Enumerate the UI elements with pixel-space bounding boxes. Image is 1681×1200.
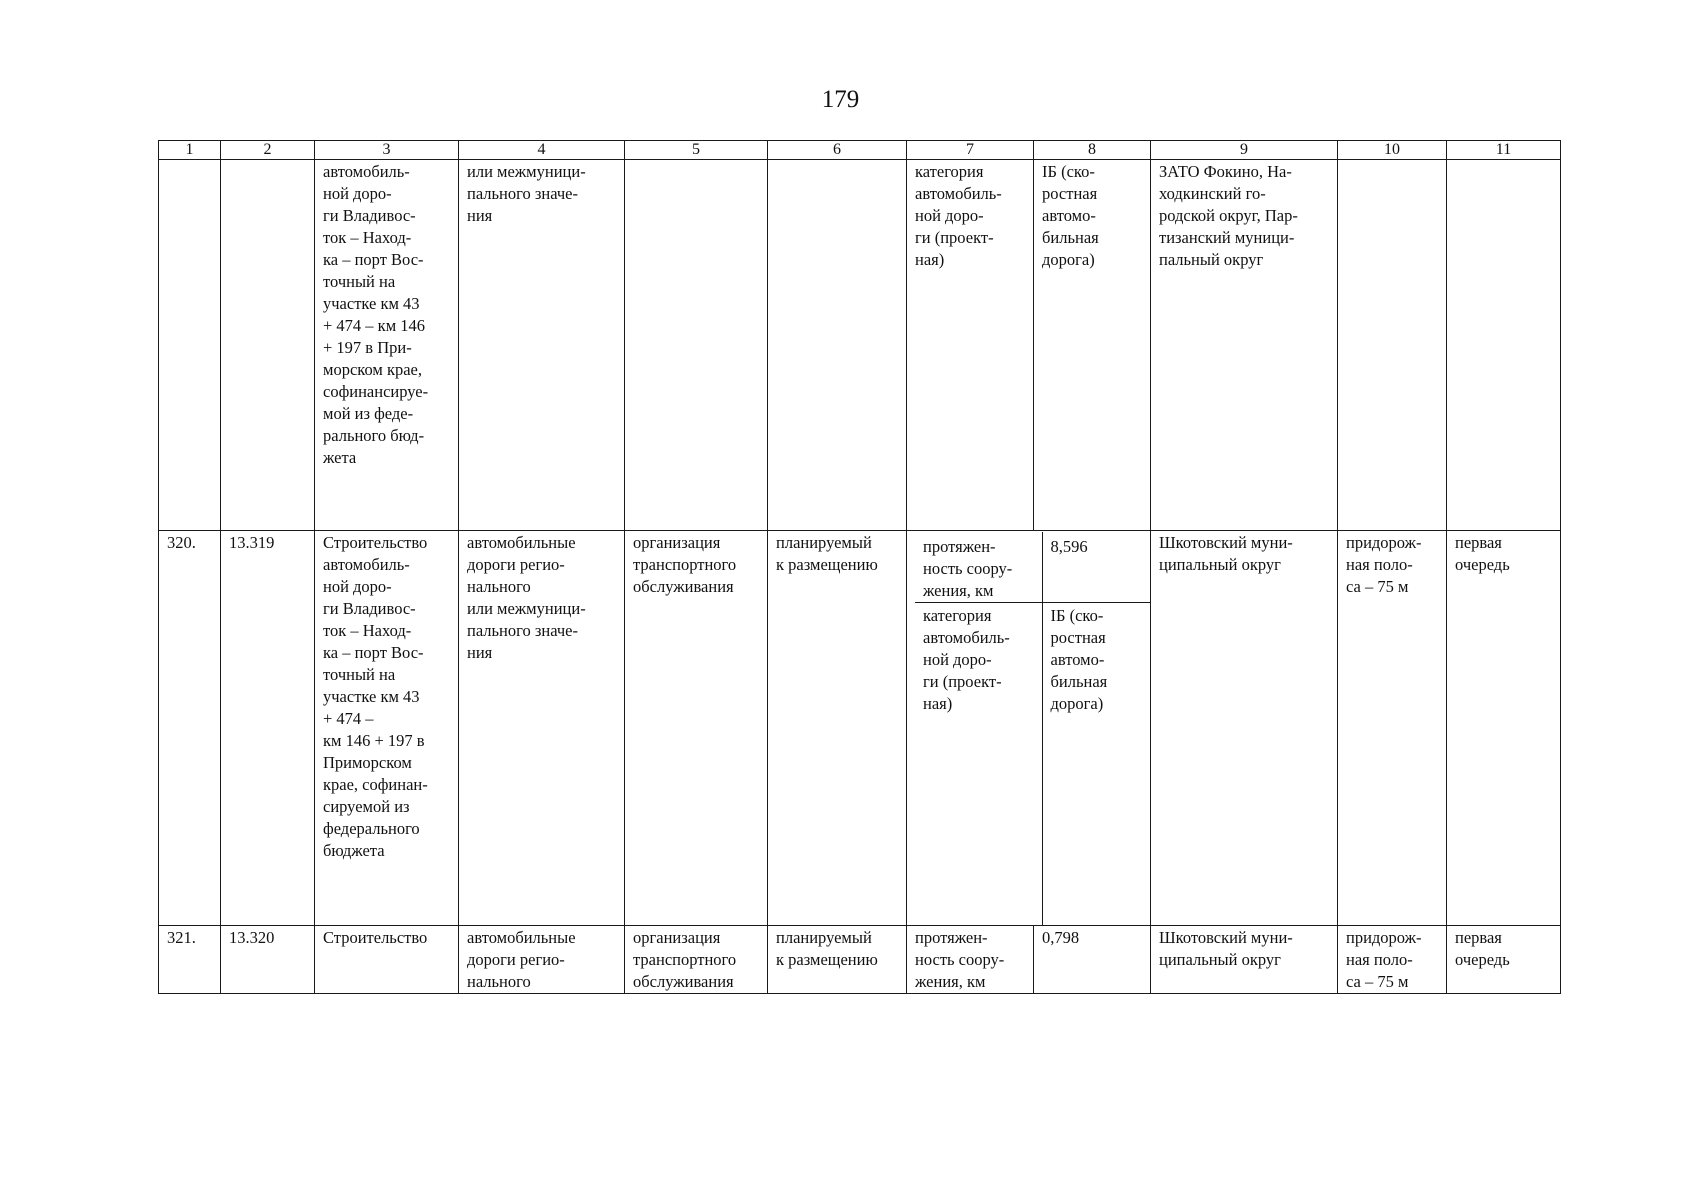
- cell-text-line: федерального: [323, 819, 420, 838]
- cell-object-name: [315, 531, 459, 926]
- cell-text-line: ная): [923, 694, 953, 713]
- cell-text-line: автомобиль-: [323, 555, 410, 574]
- cell-text-line: категория: [923, 606, 992, 625]
- page-number: 179: [821, 86, 860, 113]
- cell-text-line: ка – порт Вос-: [323, 250, 424, 269]
- cell-text-line: жения, км: [915, 972, 986, 991]
- cell-text-line: ность соору-: [915, 950, 1005, 969]
- column-number: 2: [221, 141, 315, 160]
- cell-text-line: нального: [467, 972, 531, 991]
- cell-location: [1151, 531, 1338, 926]
- cell-code: 13.320: [221, 926, 315, 994]
- cell-text-line: автомобиль-: [915, 184, 1002, 203]
- cell-characteristics-split: [907, 531, 1151, 926]
- cell-text-line: планируемый: [776, 533, 872, 552]
- cell-text-line: пального значе-: [467, 621, 578, 640]
- cell-text-line: точный на: [323, 272, 396, 291]
- cell-text-line: ципальный округ: [1159, 950, 1281, 969]
- cell-text-line: ги (проект-: [915, 228, 994, 247]
- cell-text-line: нального: [467, 577, 531, 596]
- cell-text-line: ной доро-: [923, 650, 992, 669]
- cell-text-line: дороги регио-: [467, 555, 565, 574]
- column-number: 7: [907, 141, 1034, 160]
- cell-object-name: [315, 160, 459, 531]
- cell-text-line: ток – Наход-: [323, 228, 412, 247]
- table-row-320: [159, 531, 1561, 926]
- cell-text-line: Строительство: [323, 533, 428, 552]
- cell-num: 320.: [159, 531, 221, 926]
- cell-code: 13.319: [221, 531, 315, 926]
- cell-text-line: ния: [467, 643, 493, 662]
- cell-text-line: Шкотовский муни-: [1159, 533, 1293, 552]
- cell-location: [1151, 160, 1338, 531]
- continuation-row: [159, 160, 1561, 531]
- cell-object-type: [459, 926, 625, 994]
- cell-text-line: к размещению: [776, 950, 878, 969]
- column-number: 8: [1034, 141, 1151, 160]
- column-number: 10: [1338, 141, 1447, 160]
- cell-text-line: категория: [915, 162, 984, 181]
- cell-text-line: км 146 + 197 в: [323, 731, 425, 750]
- cell-text-line: точный на: [323, 665, 396, 684]
- cell-text-line: сируемой из: [323, 797, 410, 816]
- cell-object-type: [459, 160, 625, 531]
- cell-text-line: протяжен-: [915, 928, 988, 947]
- cell-text-line: очередь: [1455, 555, 1510, 574]
- cell-text-line: жения, км: [923, 581, 994, 600]
- cell-purpose: [625, 160, 768, 531]
- cell-zone: [1338, 531, 1447, 926]
- cell-text-line: бюджета: [323, 841, 385, 860]
- cell-text-line: + 197 в При-: [323, 338, 412, 357]
- cell-status: [768, 531, 907, 926]
- column-number: 4: [459, 141, 625, 160]
- cell-text-line: са – 75 м: [1346, 972, 1409, 991]
- cell-characteristic: [915, 603, 1042, 926]
- cell-text-line: ростная: [1042, 184, 1098, 203]
- cell-characteristic: [915, 532, 1042, 603]
- cell-characteristic: [907, 160, 1034, 531]
- cell-text-line: ной доро-: [323, 184, 392, 203]
- cell-text-line: обслуживания: [633, 577, 734, 596]
- register-table: [158, 140, 1561, 994]
- cell-text-line: дорога): [1042, 250, 1095, 269]
- cell-text-line: придорож-: [1346, 928, 1422, 947]
- cell-text-line: участке км 43: [323, 687, 420, 706]
- cell-text-line: тизанский муници-: [1159, 228, 1295, 247]
- cell-priority: [1447, 160, 1561, 531]
- cell-text-line: ной доро-: [915, 206, 984, 225]
- cell-text-line: ток – Наход-: [323, 621, 412, 640]
- cell-text-line: дорога): [1050, 694, 1104, 713]
- table-row-321: [159, 926, 1561, 994]
- cell-location: [1151, 926, 1338, 994]
- column-number-row: [159, 141, 1561, 160]
- cell-text-line: IБ (ско-: [1050, 606, 1104, 625]
- cell-text-line: ги (проект-: [923, 672, 1002, 691]
- cell-text-line: планируемый: [776, 928, 872, 947]
- cell-text-line: ная поло-: [1346, 555, 1413, 574]
- cell-text-line: крае, софинан-: [323, 775, 428, 794]
- cell-text-line: ная): [915, 250, 945, 269]
- cell-text-line: или межмуници-: [467, 162, 586, 181]
- cell-text-line: организация: [633, 928, 721, 947]
- cell-text-line: участке км 43: [323, 294, 420, 313]
- cell-text-line: мой из феде-: [323, 404, 414, 423]
- cell-text-line: ность соору-: [923, 559, 1013, 578]
- cell-priority: [1447, 926, 1561, 994]
- cell-value: [1034, 160, 1151, 531]
- column-number: 1: [159, 141, 221, 160]
- cell-text-line: ги Владивос-: [323, 206, 416, 225]
- cell-text-line: организация: [633, 533, 721, 552]
- cell-text-line: дороги регио-: [467, 950, 565, 969]
- cell-text-line: Шкотовский муни-: [1159, 928, 1293, 947]
- cell-text-line: Приморском: [323, 753, 412, 772]
- cell-text-line: или межмуници-: [467, 599, 586, 618]
- cell-text-line: бильная: [1042, 228, 1099, 247]
- column-number: 3: [315, 141, 459, 160]
- cell-status: [768, 926, 907, 994]
- cell-text-line: протяжен-: [923, 537, 996, 556]
- cell-text-line: Строительство: [323, 928, 428, 947]
- cell-text-line: ка – порт Вос-: [323, 643, 424, 662]
- cell-text-line: пального значе-: [467, 184, 578, 203]
- cell-text-line: ципальный округ: [1159, 555, 1281, 574]
- cell-text-line: IБ (ско-: [1042, 162, 1095, 181]
- cell-text-line: ния: [467, 206, 493, 225]
- cell-zone: [1338, 926, 1447, 994]
- cell-text-line: автомо-: [1050, 650, 1105, 669]
- cell-object-name: [315, 926, 459, 994]
- cell-value: [1042, 603, 1151, 926]
- cell-text-line: к размещению: [776, 555, 878, 574]
- cell-text-line: ростная: [1050, 628, 1106, 647]
- column-number: 5: [625, 141, 768, 160]
- cell-text-line: автомобиль-: [323, 162, 410, 181]
- cell-text-line: обслуживания: [633, 972, 734, 991]
- cell-text-line: очередь: [1455, 950, 1510, 969]
- cell-text-line: ной доро-: [323, 577, 392, 596]
- cell-text-line: ходкинский го-: [1159, 184, 1266, 203]
- cell-num: 321.: [159, 926, 221, 994]
- cell-characteristic: [907, 926, 1034, 994]
- cell-value: 8,596: [1042, 532, 1151, 603]
- cell-text-line: рального бюд-: [323, 426, 425, 445]
- characteristics-subtable: [915, 532, 1151, 925]
- cell-text-line: первая: [1455, 533, 1502, 552]
- cell-text-line: пальный округ: [1159, 250, 1264, 269]
- cell-object-type: [459, 531, 625, 926]
- cell-value: 0,798: [1034, 926, 1151, 994]
- cell-text-line: придорож-: [1346, 533, 1422, 552]
- cell-purpose: [625, 926, 768, 994]
- cell-text-line: автомобиль-: [923, 628, 1010, 647]
- cell-text-line: транспортного: [633, 950, 737, 969]
- cell-status: [768, 160, 907, 531]
- cell-num: [159, 160, 221, 531]
- cell-priority: [1447, 531, 1561, 926]
- cell-code: [221, 160, 315, 531]
- cell-zone: [1338, 160, 1447, 531]
- cell-text-line: первая: [1455, 928, 1502, 947]
- column-number: 6: [768, 141, 907, 160]
- cell-text-line: родской округ, Пар-: [1159, 206, 1298, 225]
- cell-text-line: автомобильные: [467, 928, 576, 947]
- cell-text-line: морском крае,: [323, 360, 422, 379]
- cell-text-line: автомо-: [1042, 206, 1096, 225]
- column-number: 11: [1447, 141, 1561, 160]
- column-number: 9: [1151, 141, 1338, 160]
- cell-text-line: жета: [323, 448, 357, 467]
- cell-text-line: бильная: [1050, 672, 1108, 691]
- cell-purpose: [625, 531, 768, 926]
- cell-text-line: софинансируе-: [323, 382, 429, 401]
- cell-text-line: ная поло-: [1346, 950, 1413, 969]
- cell-text-line: + 474 – км 146: [323, 316, 426, 335]
- cell-text-line: транспортного: [633, 555, 737, 574]
- cell-text-line: са – 75 м: [1346, 577, 1409, 596]
- cell-text-line: ги Владивос-: [323, 599, 416, 618]
- cell-text-line: автомобильные: [467, 533, 576, 552]
- cell-text-line: ЗАТО Фокино, На-: [1159, 162, 1292, 181]
- cell-text-line: + 474 –: [323, 709, 374, 728]
